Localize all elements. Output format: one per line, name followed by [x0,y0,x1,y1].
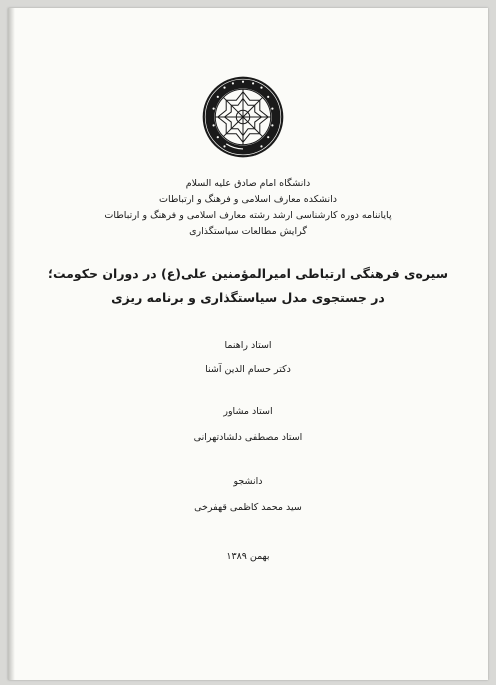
thesis-title-line-1: سیره‌ی فرهنگی ارتباطی امیرالمؤمنین علی(ع) در دوران حکومت؛ [47,266,449,281]
student-label: دانشجو [233,476,263,487]
university-name: دانشگاه امام صادق علیه السلام [185,178,311,189]
thesis-title-page [8,8,488,680]
advisor-label: استاد راهنما [224,340,272,351]
consultant-name: استاد مصطفی دلشادتهرانی [193,432,303,443]
thesis-title-line-2: در جستجوی مدل سیاستگذاری و برنامه ریزی [111,290,385,305]
defense-date: بهمن ۱۳۸۹ [226,551,270,562]
student-name: سید محمد کاظمی قهفرخی [194,502,302,513]
advisor-name: دکتر حسام الدین آشنا [205,364,291,375]
consultant-label: استاد مشاور [223,406,273,417]
specialization: گرایش مطالعات سیاستگذاری [189,226,307,237]
university-emblem-icon [201,75,285,159]
thesis-type: پایاننامه دوره کارشناسی ارشد رشته معارف اسلامی و فرهنگ و ارتباطات [104,210,392,221]
faculty-name: دانشکده معارف اسلامی و فرهنگ و ارتباطات [159,194,337,205]
